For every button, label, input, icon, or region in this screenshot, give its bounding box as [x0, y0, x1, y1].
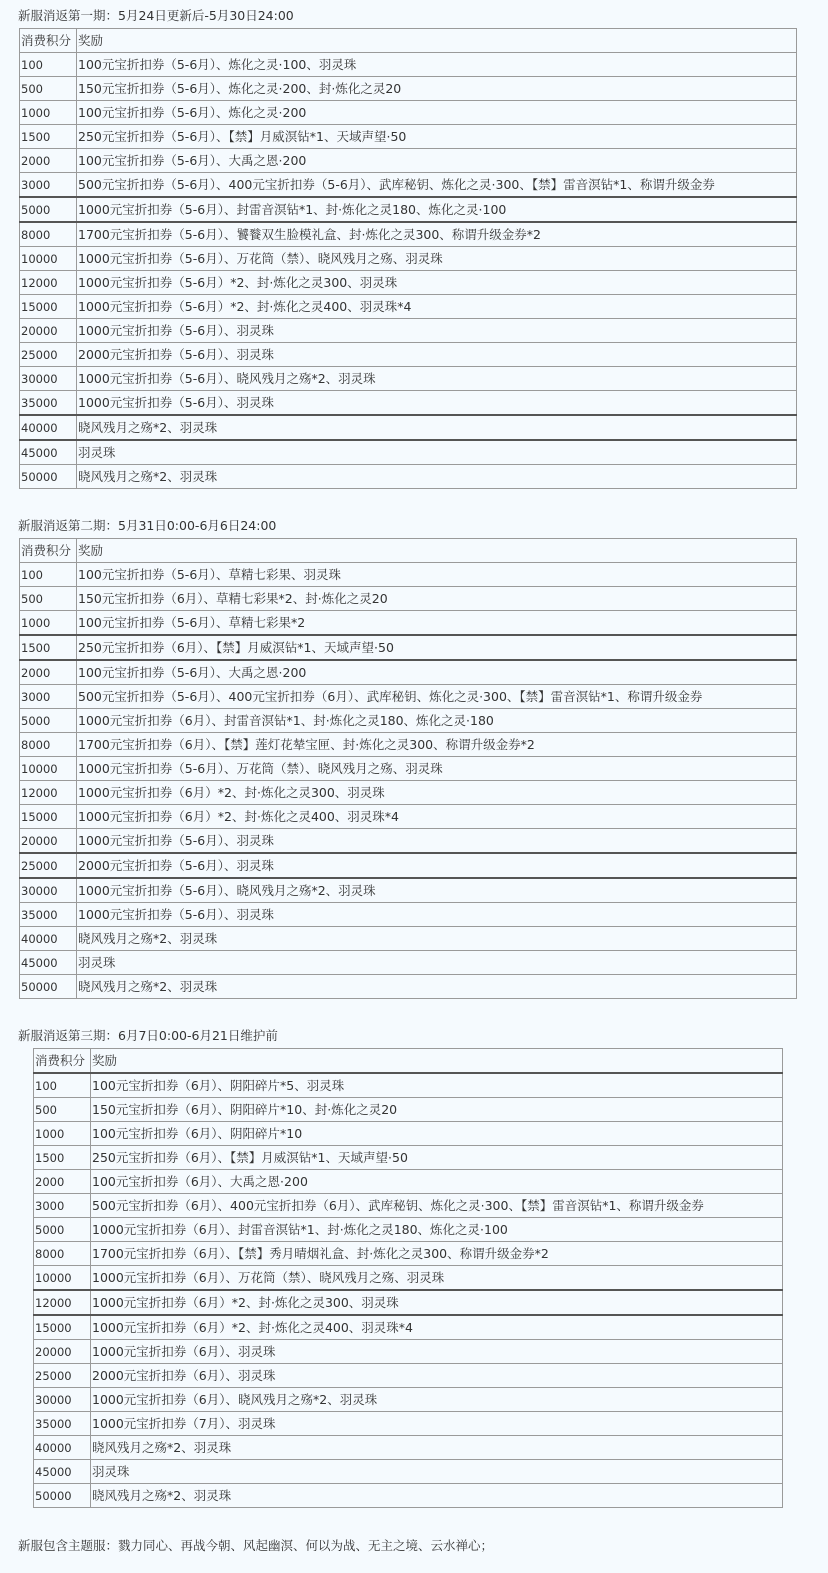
header-reward: 奖励 [77, 29, 797, 53]
reward-cell: 250元宝折扣券（5-6月）、【禁】月威溟钻*1、天域声望·50 [77, 125, 797, 149]
reward-cell: 150元宝折扣券（6月）、草精七彩果*2、封·炼化之灵20 [77, 587, 797, 611]
points-cell: 30000 [20, 367, 77, 391]
table-row [20, 660, 797, 685]
points-cell: 25000 [34, 1364, 91, 1388]
reward-cell: 1000元宝折扣券（6月）*2、封·炼化之灵300、羽灵珠 [91, 1290, 783, 1315]
points-cell: 10000 [20, 757, 77, 781]
reward-cell: 1000元宝折扣券（7月）、羽灵珠 [91, 1412, 783, 1436]
reward-cell: 晓风残月之殇*2、羽灵珠 [77, 927, 797, 951]
points-cell: 15000 [20, 295, 77, 319]
reward-cell: 2000元宝折扣券（5-6月）、羽灵珠 [77, 853, 797, 878]
table-row [34, 1412, 783, 1436]
reward-cell: 1000元宝折扣券（5-6月）、封雷音溟钻*1、封·炼化之灵180、炼化之灵·100 [77, 197, 797, 222]
points-cell: 3000 [20, 685, 77, 709]
points-cell: 40000 [20, 415, 77, 440]
reward-cell: 1000元宝折扣券（5-6月）、羽灵珠 [77, 903, 797, 927]
reward-cell: 100元宝折扣券（6月）、阴阳碎片*10 [91, 1122, 783, 1146]
points-cell: 15000 [20, 805, 77, 829]
reward-cell: 100元宝折扣券（5-6月）、草精七彩果*2 [77, 611, 797, 636]
reward-cell: 羽灵珠 [91, 1460, 783, 1484]
points-cell: 100 [34, 1073, 91, 1098]
reward-cell: 1000元宝折扣券（6月）*2、封·炼化之灵300、羽灵珠 [77, 781, 797, 805]
header-reward: 奖励 [77, 539, 797, 563]
reward-cell: 1000元宝折扣券（5-6月）、羽灵珠 [77, 319, 797, 343]
table-row [34, 1460, 783, 1484]
table-row [20, 829, 797, 854]
header-points: 消费积分 [20, 29, 77, 53]
points-cell: 1500 [20, 125, 77, 149]
reward-cell: 500元宝折扣券（5-6月）、400元宝折扣券（6月）、武库秘钥、炼化之灵·300、【禁】雷音溟钻*1、称谓升级金券 [77, 685, 797, 709]
table-row [20, 53, 797, 77]
points-cell: 5000 [20, 197, 77, 222]
points-cell: 35000 [34, 1412, 91, 1436]
header-points: 消费积分 [34, 1049, 91, 1074]
table-row [20, 415, 797, 440]
reward-table-1 [19, 28, 797, 489]
table-row [20, 951, 797, 975]
points-cell: 45000 [20, 951, 77, 975]
table-row [34, 1146, 783, 1170]
reward-cell: 100元宝折扣券（5-6月）、炼化之灵·200 [77, 101, 797, 125]
points-cell: 20000 [20, 319, 77, 343]
table-row [20, 197, 797, 222]
table-row [20, 319, 797, 343]
table-row [20, 440, 797, 465]
points-cell: 2000 [34, 1170, 91, 1194]
section-3-title: 新服消返第三期：6月7日0:00-6月21日维护前 [18, 1028, 278, 1043]
table-row [34, 1098, 783, 1122]
table-row [34, 1340, 783, 1364]
reward-cell: 100元宝折扣券（5-6月）、大禹之恩·200 [77, 660, 797, 685]
theme-servers-note: 新服包含主题服：戮力同心、再战今朝、风起幽溟、何以为战、无主之境、云水禅心； [18, 1538, 494, 1553]
table-header-row [20, 539, 797, 563]
table-row [34, 1290, 783, 1315]
reward-cell: 500元宝折扣券（6月）、400元宝折扣券（6月）、武库秘钥、炼化之灵·300、【禁】雷音溟钻*1、称谓升级金券 [91, 1194, 783, 1218]
points-cell: 2000 [20, 149, 77, 173]
reward-cell: 100元宝折扣券（5-6月）、大禹之恩·200 [77, 149, 797, 173]
points-cell: 100 [20, 53, 77, 77]
points-cell: 12000 [20, 781, 77, 805]
reward-table-3 [33, 1048, 783, 1508]
table-row [20, 685, 797, 709]
points-cell: 1500 [20, 635, 77, 660]
table-row [20, 101, 797, 125]
table-row [20, 222, 797, 247]
points-cell: 45000 [20, 440, 77, 465]
points-cell: 40000 [34, 1436, 91, 1460]
section-2-title: 新服消返第二期：5月31日0:00-6月6日24:00 [18, 518, 277, 533]
reward-cell: 2000元宝折扣券（5-6月）、羽灵珠 [77, 343, 797, 367]
table-row [20, 635, 797, 660]
table-row [20, 781, 797, 805]
table-row [34, 1194, 783, 1218]
points-cell: 3000 [34, 1194, 91, 1218]
table-row [20, 975, 797, 999]
table-row [34, 1170, 783, 1194]
table-row [20, 853, 797, 878]
table-row [34, 1484, 783, 1508]
points-cell: 50000 [20, 975, 77, 999]
table-row [34, 1388, 783, 1412]
table-row [20, 805, 797, 829]
points-cell: 50000 [34, 1484, 91, 1508]
points-cell: 20000 [34, 1340, 91, 1364]
table-row [20, 587, 797, 611]
reward-cell: 1000元宝折扣券（5-6月）、晓风残月之殇*2、羽灵珠 [77, 367, 797, 391]
points-cell: 40000 [20, 927, 77, 951]
reward-cell: 晓风残月之殇*2、羽灵珠 [91, 1484, 783, 1508]
table-row [20, 927, 797, 951]
points-cell: 15000 [34, 1315, 91, 1340]
points-cell: 10000 [34, 1266, 91, 1291]
points-cell: 3000 [20, 173, 77, 198]
table-header-row [34, 1049, 783, 1074]
reward-cell: 1000元宝折扣券（6月）*2、封·炼化之灵400、羽灵珠*4 [77, 805, 797, 829]
table-row [20, 709, 797, 733]
reward-cell: 晓风残月之殇*2、羽灵珠 [77, 465, 797, 489]
table-row [34, 1364, 783, 1388]
table-row [20, 295, 797, 319]
reward-cell: 150元宝折扣券（6月）、阴阳碎片*10、封·炼化之灵20 [91, 1098, 783, 1122]
section-1-title: 新服消返第一期：5月24日更新后-5月30日24:00 [18, 8, 294, 23]
reward-cell: 1000元宝折扣券（5-6月）*2、封·炼化之灵300、羽灵珠 [77, 271, 797, 295]
reward-cell: 500元宝折扣券（5-6月）、400元宝折扣券（5-6月）、武库秘钥、炼化之灵·300、【禁】雷音溟钻*1、称谓升级金券 [77, 173, 797, 198]
header-points: 消费积分 [20, 539, 77, 563]
points-cell: 500 [20, 77, 77, 101]
points-cell: 5000 [34, 1218, 91, 1242]
points-cell: 50000 [20, 465, 77, 489]
points-cell: 30000 [34, 1388, 91, 1412]
table-row [20, 271, 797, 295]
table-row [34, 1242, 783, 1266]
table-row [20, 757, 797, 781]
reward-cell: 晓风残月之殇*2、羽灵珠 [91, 1436, 783, 1460]
table-row [34, 1122, 783, 1146]
reward-cell: 100元宝折扣券（6月）、阴阳碎片*5、羽灵珠 [91, 1073, 783, 1098]
points-cell: 2000 [20, 660, 77, 685]
header-reward: 奖励 [91, 1049, 783, 1074]
table-row [34, 1218, 783, 1242]
reward-cell: 1000元宝折扣券（6月）*2、封·炼化之灵400、羽灵珠*4 [91, 1315, 783, 1340]
reward-cell: 羽灵珠 [77, 951, 797, 975]
table-row [20, 149, 797, 173]
points-cell: 10000 [20, 247, 77, 271]
reward-cell: 250元宝折扣券（6月）、【禁】月威溟钻*1、天域声望·50 [77, 635, 797, 660]
table-header-row [20, 29, 797, 53]
table-row [20, 77, 797, 101]
table-row [34, 1073, 783, 1098]
table-row [20, 878, 797, 903]
points-cell: 1500 [34, 1146, 91, 1170]
reward-cell: 1000元宝折扣券（5-6月）、万花筒（禁）、晓风残月之殇、羽灵珠 [77, 247, 797, 271]
reward-cell: 150元宝折扣券（5-6月）、炼化之灵·200、封·炼化之灵20 [77, 77, 797, 101]
table-row [20, 465, 797, 489]
reward-table-2 [19, 538, 797, 999]
reward-cell: 1000元宝折扣券（6月）、封雷音溟钻*1、封·炼化之灵180、炼化之灵·100 [91, 1218, 783, 1242]
table-row [34, 1266, 783, 1291]
table-row [20, 611, 797, 636]
reward-cell: 1000元宝折扣券（5-6月）、晓风残月之殇*2、羽灵珠 [77, 878, 797, 903]
reward-cell: 羽灵珠 [77, 440, 797, 465]
points-cell: 25000 [20, 853, 77, 878]
table-row [20, 343, 797, 367]
points-cell: 35000 [20, 903, 77, 927]
points-cell: 8000 [20, 733, 77, 757]
points-cell: 500 [34, 1098, 91, 1122]
points-cell: 500 [20, 587, 77, 611]
table-row [34, 1315, 783, 1340]
reward-cell: 100元宝折扣券（6月）、大禹之恩·200 [91, 1170, 783, 1194]
reward-cell: 晓风残月之殇*2、羽灵珠 [77, 415, 797, 440]
points-cell: 8000 [20, 222, 77, 247]
points-cell: 100 [20, 563, 77, 587]
reward-cell: 1000元宝折扣券（6月）、封雷音溟钻*1、封·炼化之灵180、炼化之灵·180 [77, 709, 797, 733]
table-row [20, 247, 797, 271]
points-cell: 30000 [20, 878, 77, 903]
table-row [20, 173, 797, 198]
points-cell: 25000 [20, 343, 77, 367]
reward-cell: 100元宝折扣券（5-6月）、炼化之灵·100、羽灵珠 [77, 53, 797, 77]
points-cell: 1000 [20, 101, 77, 125]
points-cell: 8000 [34, 1242, 91, 1266]
reward-cell: 1700元宝折扣券（6月）、【禁】秀月晴烟礼盒、封·炼化之灵300、称谓升级金券*2 [91, 1242, 783, 1266]
points-cell: 5000 [20, 709, 77, 733]
reward-cell: 1000元宝折扣券（6月）、羽灵珠 [91, 1340, 783, 1364]
table-row [20, 125, 797, 149]
table-row [20, 733, 797, 757]
reward-cell: 1000元宝折扣券（5-6月）、羽灵珠 [77, 391, 797, 416]
reward-cell: 2000元宝折扣券（6月）、羽灵珠 [91, 1364, 783, 1388]
reward-cell: 晓风残月之殇*2、羽灵珠 [77, 975, 797, 999]
points-cell: 1000 [34, 1122, 91, 1146]
table-row [34, 1436, 783, 1460]
reward-cell: 1000元宝折扣券（5-6月）*2、封·炼化之灵400、羽灵珠*4 [77, 295, 797, 319]
points-cell: 12000 [34, 1290, 91, 1315]
table-row [20, 367, 797, 391]
reward-cell: 1000元宝折扣券（6月）、晓风残月之殇*2、羽灵珠 [91, 1388, 783, 1412]
reward-cell: 100元宝折扣券（5-6月）、草精七彩果、羽灵珠 [77, 563, 797, 587]
points-cell: 1000 [20, 611, 77, 636]
table-row [20, 391, 797, 416]
reward-cell: 1000元宝折扣券（6月）、万花筒（禁）、晓风残月之殇、羽灵珠 [91, 1266, 783, 1291]
points-cell: 35000 [20, 391, 77, 416]
points-cell: 45000 [34, 1460, 91, 1484]
reward-cell: 1000元宝折扣券（5-6月）、羽灵珠 [77, 829, 797, 854]
table-row [20, 563, 797, 587]
reward-cell: 250元宝折扣券（6月）、【禁】月威溟钻*1、天域声望·50 [91, 1146, 783, 1170]
points-cell: 20000 [20, 829, 77, 854]
reward-cell: 1700元宝折扣券（6月）、【禁】莲灯花辇宝匣、封·炼化之灵300、称谓升级金券*2 [77, 733, 797, 757]
table-row [20, 903, 797, 927]
points-cell: 12000 [20, 271, 77, 295]
reward-cell: 1000元宝折扣券（5-6月）、万花筒（禁）、晓风残月之殇、羽灵珠 [77, 757, 797, 781]
reward-cell: 1700元宝折扣券（5-6月）、饕餮双生脸模礼盒、封·炼化之灵300、称谓升级金券*2 [77, 222, 797, 247]
